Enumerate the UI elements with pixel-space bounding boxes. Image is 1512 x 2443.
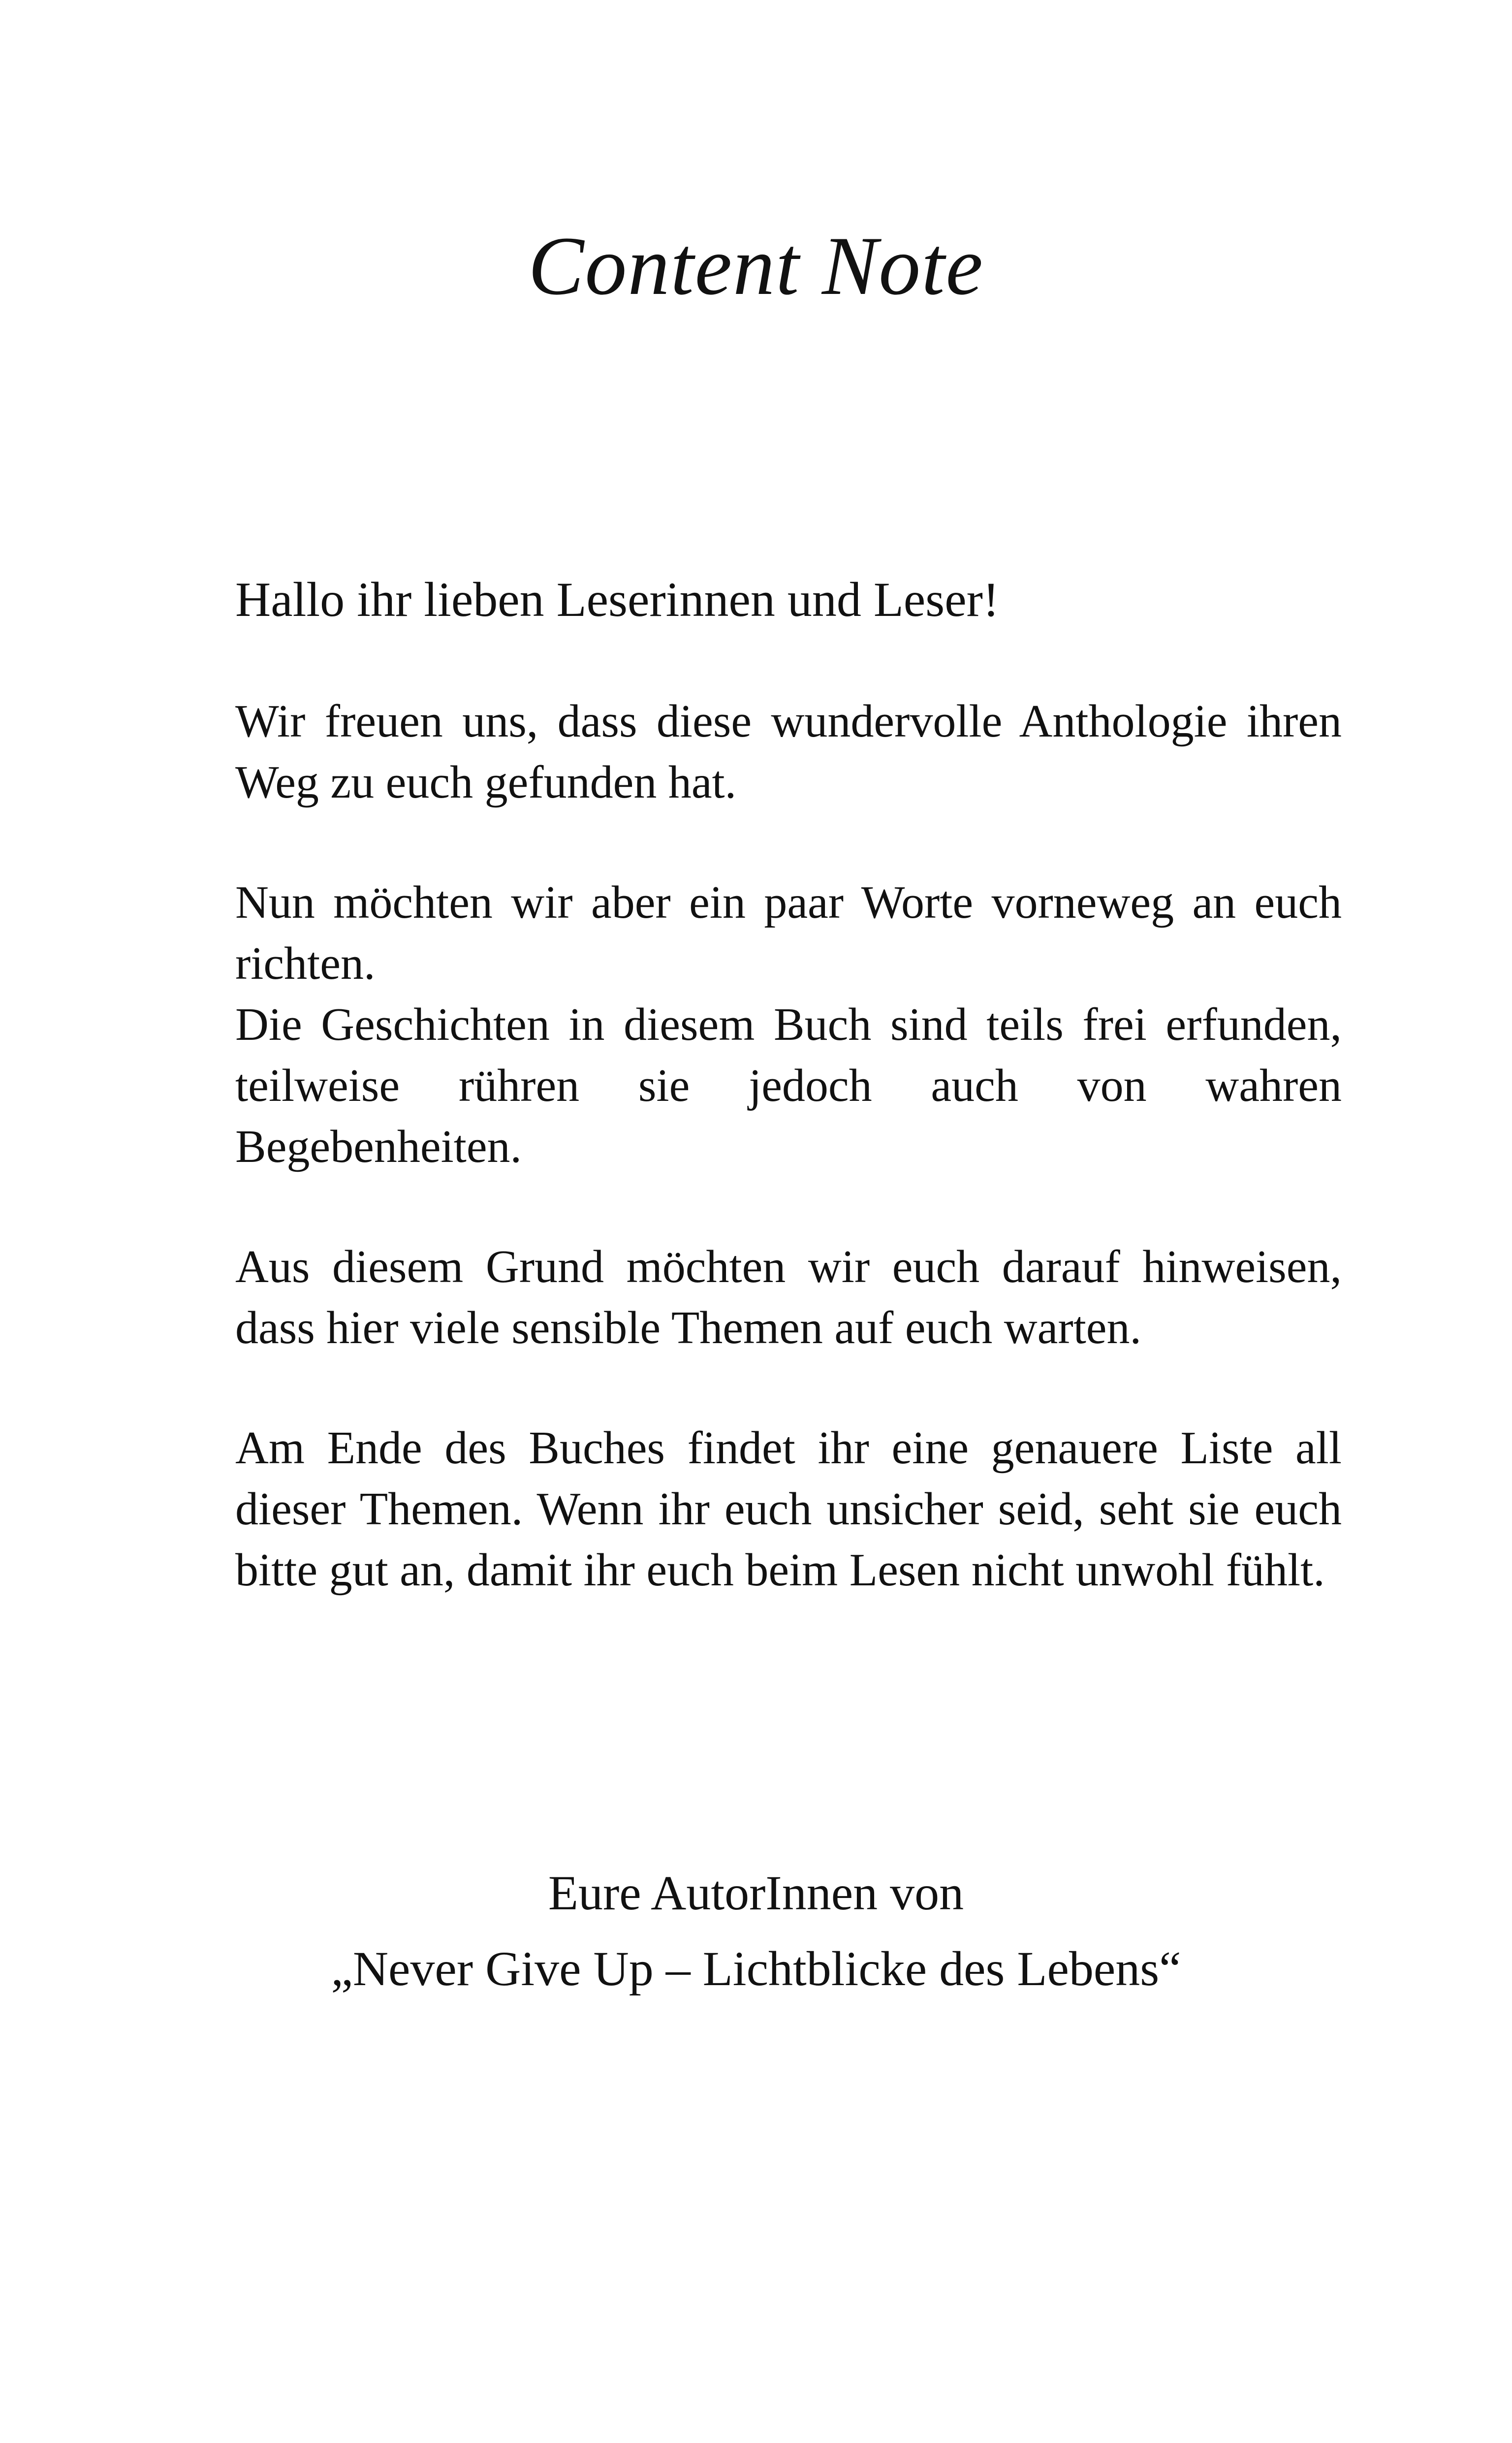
paragraph-stories-origin: Die Geschichten in diesem Buch sind teils frei erfunden, teilweise rühren sie jedoch auch von wahren Begebenheiten. bbox=[235, 999, 1342, 1172]
content-note-body bbox=[235, 568, 1342, 1601]
paragraph-intro: Wir freuen uns, dass diese wundervolle Anthologie ihren Weg zu euch gefunden hat. bbox=[235, 696, 1342, 808]
signoff bbox=[0, 1855, 1512, 2007]
paragraph-sensitive-topics: Aus diesem Grund möchten wir euch darauf hinweisen, dass hier viele sensible Themen auf euch warten. bbox=[235, 1241, 1342, 1353]
greeting: Hallo ihr lieben Leserinnen und Leser! bbox=[235, 572, 1000, 627]
signoff-book-title: „Never Give Up – Lichtblicke des Lebens“ bbox=[331, 1941, 1181, 1996]
paragraph-topic-list: Am Ende des Buches findet ihr eine genauere Liste all dieser Themen. Wenn ihr euch unsicher seid, seht sie euch bitte gut an, damit ihr euch beim Lesen nicht unwohl fühlt. bbox=[235, 1422, 1342, 1596]
paragraph-words-ahead: Nun möchten wir aber ein paar Worte vorneweg an euch richten. bbox=[235, 877, 1342, 989]
page-title: Content Note bbox=[528, 220, 984, 312]
signoff-authors: Eure AutorInnen von bbox=[548, 1865, 964, 1920]
